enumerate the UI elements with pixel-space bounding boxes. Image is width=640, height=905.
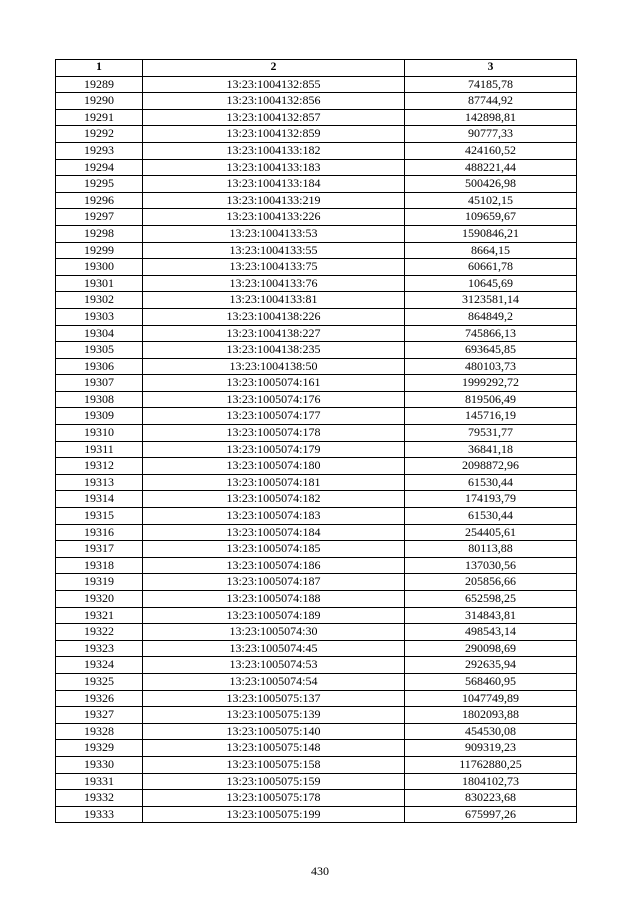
row-number-cell: 19317: [56, 541, 143, 558]
cadastral-number-cell: 13:23:1004138:235: [143, 342, 405, 359]
table-row: [56, 275, 577, 292]
cadastral-number-cell: 13:23:1005074:189: [143, 607, 405, 624]
cadastral-number-cell: 13:23:1005075:199: [143, 806, 405, 823]
table-row: [56, 358, 577, 375]
value-cell: 909319,23: [405, 740, 577, 757]
table-row: [56, 640, 577, 657]
row-number-cell: 19322: [56, 624, 143, 641]
row-number-cell: 19328: [56, 723, 143, 740]
cadastral-number-cell: 13:23:1005074:30: [143, 624, 405, 641]
row-number-cell: 19333: [56, 806, 143, 823]
table-body: [56, 76, 577, 823]
row-number-cell: 19295: [56, 176, 143, 193]
cadastral-number-cell: 13:23:1004133:81: [143, 292, 405, 309]
table-row: [56, 707, 577, 724]
value-cell: 8664,15: [405, 242, 577, 259]
cadastral-number-cell: 13:23:1004133:53: [143, 225, 405, 242]
cadastral-number-cell: 13:23:1005075:158: [143, 756, 405, 773]
table-row: [56, 93, 577, 110]
cadastral-number-cell: 13:23:1004138:227: [143, 325, 405, 342]
cadastral-number-cell: 13:23:1004138:226: [143, 308, 405, 325]
row-number-cell: 19315: [56, 508, 143, 525]
cadastral-number-cell: 13:23:1005074:179: [143, 441, 405, 458]
value-cell: 87744,92: [405, 93, 577, 110]
header-row: [56, 60, 577, 77]
column-header-2: 2: [143, 60, 405, 77]
row-number-cell: 19290: [56, 93, 143, 110]
row-number-cell: 19299: [56, 242, 143, 259]
cadastral-number-cell: 13:23:1004133:182: [143, 142, 405, 159]
cadastral-number-cell: 13:23:1005074:176: [143, 391, 405, 408]
table-row: [56, 790, 577, 807]
row-number-cell: 19323: [56, 640, 143, 657]
table-row: [56, 607, 577, 624]
table-row: [56, 491, 577, 508]
table-row: [56, 259, 577, 276]
row-number-cell: 19301: [56, 275, 143, 292]
row-number-cell: 19292: [56, 126, 143, 143]
table-row: [56, 740, 577, 757]
cadastral-number-cell: 13:23:1004133:75: [143, 259, 405, 276]
value-cell: 314843,81: [405, 607, 577, 624]
table-row: [56, 325, 577, 342]
row-number-cell: 19320: [56, 591, 143, 608]
table-header: [56, 60, 577, 77]
table-row: [56, 225, 577, 242]
value-cell: 109659,67: [405, 209, 577, 226]
value-cell: 500426,98: [405, 176, 577, 193]
row-number-cell: 19291: [56, 109, 143, 126]
row-number-cell: 19304: [56, 325, 143, 342]
row-number-cell: 19294: [56, 159, 143, 176]
table-row: [56, 375, 577, 392]
row-number-cell: 19300: [56, 259, 143, 276]
row-number-cell: 19332: [56, 790, 143, 807]
cadastral-number-cell: 13:23:1005074:45: [143, 640, 405, 657]
row-number-cell: 19327: [56, 707, 143, 724]
value-cell: 675997,26: [405, 806, 577, 823]
value-cell: 79531,77: [405, 425, 577, 442]
column-header-1: 1: [56, 60, 143, 77]
value-cell: 819506,49: [405, 391, 577, 408]
value-cell: 205856,66: [405, 574, 577, 591]
row-number-cell: 19305: [56, 342, 143, 359]
cadastral-number-cell: 13:23:1005074:183: [143, 508, 405, 525]
table-row: [56, 176, 577, 193]
cadastral-number-cell: 13:23:1005074:54: [143, 673, 405, 690]
row-number-cell: 19314: [56, 491, 143, 508]
value-cell: 1047749,89: [405, 690, 577, 707]
cadastral-number-cell: 13:23:1005075:140: [143, 723, 405, 740]
value-cell: 745866,13: [405, 325, 577, 342]
value-cell: 10645,69: [405, 275, 577, 292]
value-cell: 1802093,88: [405, 707, 577, 724]
cadastral-number-cell: 13:23:1004133:55: [143, 242, 405, 259]
row-number-cell: 19296: [56, 192, 143, 209]
table-row: [56, 557, 577, 574]
cadastral-number-cell: 13:23:1005074:181: [143, 474, 405, 491]
row-number-cell: 19330: [56, 756, 143, 773]
value-cell: 174193,79: [405, 491, 577, 508]
table-row: [56, 591, 577, 608]
value-cell: 1590846,21: [405, 225, 577, 242]
table-row: [56, 624, 577, 641]
row-number-cell: 19316: [56, 524, 143, 541]
table-row: [56, 76, 577, 93]
cadastral-number-cell: 13:23:1005074:177: [143, 408, 405, 425]
value-cell: 830223,68: [405, 790, 577, 807]
cadastral-number-cell: 13:23:1005074:180: [143, 458, 405, 475]
table-row: [56, 657, 577, 674]
value-cell: 11762880,25: [405, 756, 577, 773]
row-number-cell: 19307: [56, 375, 143, 392]
cadastral-number-cell: 13:23:1004138:50: [143, 358, 405, 375]
table-row: [56, 690, 577, 707]
cadastral-number-cell: 13:23:1005074:186: [143, 557, 405, 574]
row-number-cell: 19293: [56, 142, 143, 159]
row-number-cell: 19310: [56, 425, 143, 442]
table-row: [56, 458, 577, 475]
table-row: [56, 209, 577, 226]
table-row: [56, 109, 577, 126]
value-cell: 1804102,73: [405, 773, 577, 790]
table-row: [56, 806, 577, 823]
value-cell: 498543,14: [405, 624, 577, 641]
value-cell: 292635,94: [405, 657, 577, 674]
value-cell: 36841,18: [405, 441, 577, 458]
row-number-cell: 19289: [56, 76, 143, 93]
cadastral-number-cell: 13:23:1004132:856: [143, 93, 405, 110]
cadastral-number-cell: 13:23:1004133:184: [143, 176, 405, 193]
row-number-cell: 19306: [56, 358, 143, 375]
value-cell: 454530,08: [405, 723, 577, 740]
value-cell: 254405,61: [405, 524, 577, 541]
cadastral-number-cell: 13:23:1004133:226: [143, 209, 405, 226]
value-cell: 652598,25: [405, 591, 577, 608]
cadastral-number-cell: 13:23:1005075:148: [143, 740, 405, 757]
cadastral-value-table: [55, 59, 577, 823]
row-number-cell: 19311: [56, 441, 143, 458]
row-number-cell: 19308: [56, 391, 143, 408]
table-row: [56, 408, 577, 425]
cadastral-number-cell: 13:23:1005075:139: [143, 707, 405, 724]
row-number-cell: 19324: [56, 657, 143, 674]
row-number-cell: 19325: [56, 673, 143, 690]
value-cell: 45102,15: [405, 192, 577, 209]
cadastral-number-cell: 13:23:1005074:161: [143, 375, 405, 392]
value-cell: 142898,81: [405, 109, 577, 126]
value-cell: 61530,44: [405, 474, 577, 491]
cadastral-number-cell: 13:23:1004132:859: [143, 126, 405, 143]
row-number-cell: 19297: [56, 209, 143, 226]
table-row: [56, 723, 577, 740]
cadastral-number-cell: 13:23:1004133:183: [143, 159, 405, 176]
value-cell: 480103,73: [405, 358, 577, 375]
value-cell: 290098,69: [405, 640, 577, 657]
cadastral-number-cell: 13:23:1005074:187: [143, 574, 405, 591]
column-header-3: 3: [405, 60, 577, 77]
table-row: [56, 524, 577, 541]
value-cell: 1999292,72: [405, 375, 577, 392]
cadastral-number-cell: 13:23:1005074:53: [143, 657, 405, 674]
page-number: 430: [311, 864, 329, 878]
table-row: [56, 673, 577, 690]
value-cell: 864849,2: [405, 308, 577, 325]
table-row: [56, 541, 577, 558]
row-number-cell: 19309: [56, 408, 143, 425]
table-row: [56, 159, 577, 176]
cadastral-number-cell: 13:23:1005074:188: [143, 591, 405, 608]
row-number-cell: 19318: [56, 557, 143, 574]
value-cell: 2098872,96: [405, 458, 577, 475]
table-row: [56, 292, 577, 309]
row-number-cell: 19331: [56, 773, 143, 790]
row-number-cell: 19302: [56, 292, 143, 309]
cadastral-number-cell: 13:23:1005074:182: [143, 491, 405, 508]
cadastral-number-cell: 13:23:1004132:857: [143, 109, 405, 126]
cadastral-number-cell: 13:23:1004133:219: [143, 192, 405, 209]
table-row: [56, 756, 577, 773]
table-row: [56, 126, 577, 143]
cadastral-number-cell: 13:23:1005074:185: [143, 541, 405, 558]
value-cell: 61530,44: [405, 508, 577, 525]
table-row: [56, 508, 577, 525]
value-cell: 424160,52: [405, 142, 577, 159]
value-cell: 137030,56: [405, 557, 577, 574]
table-row: [56, 142, 577, 159]
row-number-cell: 19298: [56, 225, 143, 242]
row-number-cell: 19319: [56, 574, 143, 591]
cadastral-number-cell: 13:23:1005075:159: [143, 773, 405, 790]
value-cell: 145716,19: [405, 408, 577, 425]
table-row: [56, 342, 577, 359]
table-row: [56, 242, 577, 259]
value-cell: 488221,44: [405, 159, 577, 176]
row-number-cell: 19313: [56, 474, 143, 491]
table-row: [56, 474, 577, 491]
cadastral-number-cell: 13:23:1004132:855: [143, 76, 405, 93]
table-row: [56, 574, 577, 591]
row-number-cell: 19329: [56, 740, 143, 757]
row-number-cell: 19303: [56, 308, 143, 325]
row-number-cell: 19326: [56, 690, 143, 707]
table-row: [56, 425, 577, 442]
row-number-cell: 19321: [56, 607, 143, 624]
value-cell: 90777,33: [405, 126, 577, 143]
value-cell: 568460,95: [405, 673, 577, 690]
table-row: [56, 308, 577, 325]
table-row: [56, 391, 577, 408]
value-cell: 80113,88: [405, 541, 577, 558]
cadastral-number-cell: 13:23:1005075:137: [143, 690, 405, 707]
table-row: [56, 192, 577, 209]
cadastral-number-cell: 13:23:1005075:178: [143, 790, 405, 807]
value-cell: 74185,78: [405, 76, 577, 93]
value-cell: 3123581,14: [405, 292, 577, 309]
value-cell: 60661,78: [405, 259, 577, 276]
table-row: [56, 773, 577, 790]
row-number-cell: 19312: [56, 458, 143, 475]
table-row: [56, 441, 577, 458]
cadastral-number-cell: 13:23:1004133:76: [143, 275, 405, 292]
cadastral-number-cell: 13:23:1005074:178: [143, 425, 405, 442]
value-cell: 693645,85: [405, 342, 577, 359]
cadastral-number-cell: 13:23:1005074:184: [143, 524, 405, 541]
